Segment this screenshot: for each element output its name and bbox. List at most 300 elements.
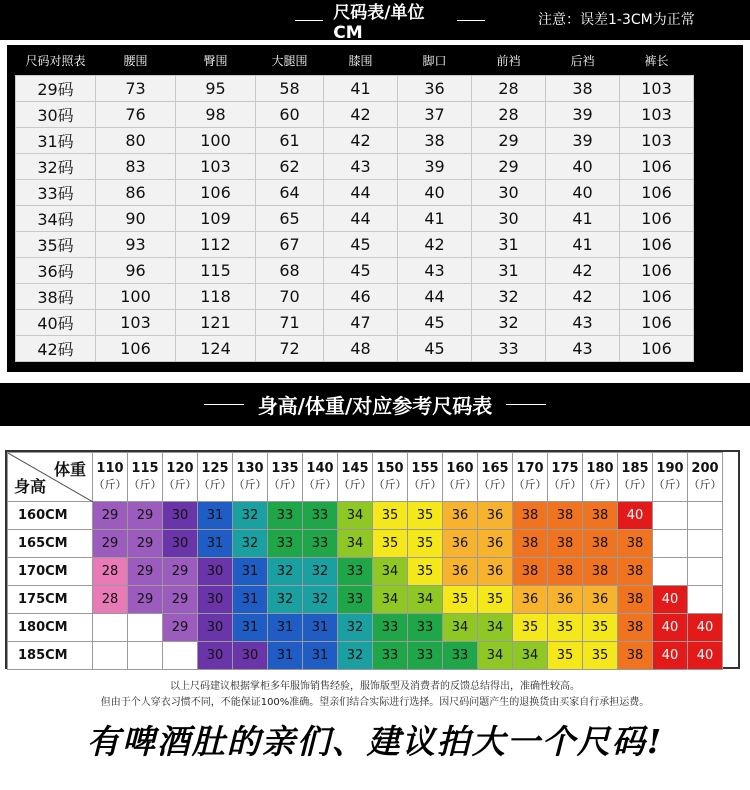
size-measure: 30 [472, 180, 546, 206]
size-measure: 41 [546, 232, 620, 258]
weight-unit: （斤） [583, 478, 617, 491]
size-row [16, 206, 694, 232]
size-measure: 42 [324, 128, 398, 154]
size-cell [653, 530, 688, 558]
size-measure: 60 [256, 102, 324, 128]
size-measure: 29 [472, 154, 546, 180]
height-weight-banner [0, 383, 750, 426]
size-measure: 95 [176, 76, 256, 102]
size-measure: 46 [324, 284, 398, 310]
size-cell [653, 558, 688, 586]
size-cell: 32 [303, 558, 338, 586]
size-measure: 37 [398, 102, 472, 128]
size-measure: 44 [324, 180, 398, 206]
height-weight-table [7, 452, 723, 670]
size-cell: 29 [93, 530, 128, 558]
size-cell: 31 [198, 530, 233, 558]
size-cell: 29 [163, 614, 198, 642]
weight-value: 145 [341, 461, 369, 476]
size-cell [128, 642, 163, 670]
size-cell: 38 [583, 558, 618, 586]
weight-col-header [548, 453, 583, 502]
weight-unit: （斤） [93, 478, 127, 491]
size-cell [688, 586, 723, 614]
size-cell: 38 [513, 530, 548, 558]
size-col-header: 后裆 [546, 45, 620, 76]
size-cell [688, 502, 723, 530]
size-cell: 36 [443, 558, 478, 586]
weight-value: 125 [201, 461, 229, 476]
size-measure: 76 [96, 102, 176, 128]
size-measure: 30 [472, 206, 546, 232]
size-cell: 30 [198, 558, 233, 586]
size-label: 36码 [16, 258, 96, 284]
size-cell: 29 [128, 586, 163, 614]
size-cell: 38 [548, 502, 583, 530]
size-cell: 36 [478, 502, 513, 530]
weight-unit: （斤） [163, 478, 197, 491]
size-cell: 35 [548, 642, 583, 670]
size-table [15, 45, 694, 362]
size-cell: 28 [93, 558, 128, 586]
size-measure: 103 [620, 76, 694, 102]
size-cell: 34 [338, 502, 373, 530]
size-measure: 103 [620, 102, 694, 128]
size-measure: 62 [256, 154, 324, 180]
size-measure: 124 [176, 336, 256, 362]
weight-unit: （斤） [303, 478, 337, 491]
size-cell: 40 [653, 614, 688, 642]
size-label: 29码 [16, 76, 96, 102]
size-measure: 33 [472, 336, 546, 362]
size-row [16, 336, 694, 362]
size-col-header: 尺码对照表 [16, 45, 96, 76]
size-row [16, 232, 694, 258]
size-measure: 42 [398, 232, 472, 258]
size-row [16, 284, 694, 310]
weight-value: 190 [656, 461, 684, 476]
size-measure: 45 [324, 258, 398, 284]
size-cell: 34 [338, 530, 373, 558]
weight-value: 130 [236, 461, 264, 476]
size-measure: 68 [256, 258, 324, 284]
weight-col-header [303, 453, 338, 502]
weight-unit: （斤） [653, 478, 687, 491]
size-measure: 41 [546, 206, 620, 232]
size-cell: 35 [548, 614, 583, 642]
size-cell: 34 [373, 586, 408, 614]
size-measure: 93 [96, 232, 176, 258]
size-measure: 109 [176, 206, 256, 232]
weight-value: 140 [306, 461, 334, 476]
size-label: 34码 [16, 206, 96, 232]
size-cell: 34 [443, 614, 478, 642]
size-cell: 40 [653, 642, 688, 670]
size-measure: 45 [398, 310, 472, 336]
weight-unit: （斤） [548, 478, 582, 491]
height-label: 175CM [8, 586, 93, 614]
size-cell: 34 [478, 614, 513, 642]
size-cell: 31 [233, 614, 268, 642]
table-corner [8, 453, 93, 502]
size-cell: 32 [268, 586, 303, 614]
size-cell: 35 [478, 586, 513, 614]
title-dash-right [457, 20, 485, 21]
weight-unit: （斤） [373, 478, 407, 491]
weight-col-header [513, 453, 548, 502]
size-cell: 30 [198, 642, 233, 670]
size-cell: 29 [128, 530, 163, 558]
size-measure: 83 [96, 154, 176, 180]
size-cell: 38 [618, 586, 653, 614]
size-measure: 39 [546, 128, 620, 154]
weight-axis-label: 体重 [53, 460, 86, 479]
size-cell: 34 [373, 558, 408, 586]
weight-col-header [93, 453, 128, 502]
height-label: 180CM [8, 614, 93, 642]
size-cell: 30 [233, 642, 268, 670]
size-measure: 28 [472, 76, 546, 102]
weight-col-header [653, 453, 688, 502]
height-row [8, 586, 723, 614]
weight-unit: （斤） [688, 478, 722, 491]
size-chart-title [295, 0, 485, 43]
size-measure: 106 [96, 336, 176, 362]
weight-col-header [408, 453, 443, 502]
size-measure: 115 [176, 258, 256, 284]
size-cell: 29 [128, 558, 163, 586]
size-measure: 70 [256, 284, 324, 310]
weight-unit: （斤） [408, 478, 442, 491]
size-label: 33码 [16, 180, 96, 206]
size-row [16, 310, 694, 336]
size-col-header: 大腿围 [256, 45, 324, 76]
size-label: 30码 [16, 102, 96, 128]
size-cell: 33 [408, 642, 443, 670]
size-measure: 100 [96, 284, 176, 310]
size-cell: 28 [93, 586, 128, 614]
size-cell: 36 [478, 558, 513, 586]
size-measure: 103 [620, 128, 694, 154]
size-cell: 33 [303, 530, 338, 558]
size-measure: 90 [96, 206, 176, 232]
size-cell [653, 502, 688, 530]
size-cell: 29 [163, 586, 198, 614]
size-measure: 44 [324, 206, 398, 232]
size-label: 40码 [16, 310, 96, 336]
size-measure: 41 [398, 206, 472, 232]
size-measure: 118 [176, 284, 256, 310]
size-cell: 31 [233, 558, 268, 586]
size-col-header: 臀围 [176, 45, 256, 76]
size-cell: 33 [338, 558, 373, 586]
size-cell: 32 [338, 614, 373, 642]
size-cell: 38 [513, 502, 548, 530]
size-cell: 35 [583, 642, 618, 670]
size-cell [688, 530, 723, 558]
size-measure: 32 [472, 284, 546, 310]
size-measure: 43 [398, 258, 472, 284]
weight-unit: （斤） [478, 478, 512, 491]
size-label: 35码 [16, 232, 96, 258]
size-measure: 106 [620, 206, 694, 232]
weight-value: 160 [446, 461, 474, 476]
size-measure: 64 [256, 180, 324, 206]
size-cell: 33 [373, 642, 408, 670]
size-cell: 30 [198, 586, 233, 614]
size-measure: 96 [96, 258, 176, 284]
size-cell: 30 [163, 502, 198, 530]
size-cell: 38 [583, 502, 618, 530]
size-cell: 33 [268, 530, 303, 558]
size-cell: 30 [198, 614, 233, 642]
weight-value: 135 [271, 461, 299, 476]
size-measure: 45 [398, 336, 472, 362]
weight-col-header [128, 453, 163, 502]
weight-value: 115 [131, 461, 159, 476]
size-measure: 39 [546, 102, 620, 128]
size-row [16, 128, 694, 154]
weight-value: 150 [376, 461, 404, 476]
banner-dash-right [506, 404, 546, 405]
size-cell: 38 [618, 558, 653, 586]
weight-unit: （斤） [128, 478, 162, 491]
size-measure: 32 [472, 310, 546, 336]
size-cell: 31 [198, 502, 233, 530]
size-cell: 36 [548, 586, 583, 614]
size-row [16, 154, 694, 180]
size-measure: 40 [546, 180, 620, 206]
size-col-header: 腰围 [96, 45, 176, 76]
height-row [8, 530, 723, 558]
disclaimer-line-1: 以上尺码建议根据掌柜多年服饰销售经验，服饰版型及消费者的反馈总结得出，准确性较高。 [170, 681, 580, 692]
size-row [16, 76, 694, 102]
beer-belly-advice: 有啤酒肚的亲们、建议拍大一个尺码! [86, 722, 664, 761]
size-cell: 32 [303, 586, 338, 614]
size-measure: 38 [546, 76, 620, 102]
size-cell: 31 [303, 614, 338, 642]
size-measure: 58 [256, 76, 324, 102]
size-measure: 71 [256, 310, 324, 336]
size-measure: 67 [256, 232, 324, 258]
size-measure: 103 [96, 310, 176, 336]
weight-value: 180 [586, 461, 614, 476]
size-measure: 44 [398, 284, 472, 310]
banner-dash-left [204, 404, 244, 405]
size-measure: 112 [176, 232, 256, 258]
weight-col-header [478, 453, 513, 502]
weight-value: 200 [691, 461, 719, 476]
size-measure: 43 [324, 154, 398, 180]
weight-value: 120 [166, 461, 194, 476]
height-row [8, 642, 723, 670]
size-cell: 32 [338, 642, 373, 670]
size-label: 38码 [16, 284, 96, 310]
size-measure: 106 [620, 336, 694, 362]
size-measure: 42 [546, 258, 620, 284]
size-cell: 31 [303, 642, 338, 670]
size-measure: 40 [398, 180, 472, 206]
weight-col-header [233, 453, 268, 502]
size-measure: 47 [324, 310, 398, 336]
size-measure: 73 [96, 76, 176, 102]
size-cell: 31 [268, 614, 303, 642]
size-cell: 32 [268, 558, 303, 586]
size-cell [93, 642, 128, 670]
weight-value: 110 [96, 461, 124, 476]
size-cell: 35 [373, 530, 408, 558]
weight-unit: （斤） [513, 478, 547, 491]
size-label: 31码 [16, 128, 96, 154]
weight-value: 170 [516, 461, 544, 476]
size-measure: 40 [546, 154, 620, 180]
size-cell: 35 [513, 614, 548, 642]
size-measure: 100 [176, 128, 256, 154]
size-cell: 32 [233, 502, 268, 530]
size-cell: 29 [128, 502, 163, 530]
size-measure: 48 [324, 336, 398, 362]
height-label: 170CM [8, 558, 93, 586]
size-col-header: 裤长 [620, 45, 694, 76]
height-axis-label: 身高 [14, 477, 47, 496]
size-cell: 38 [618, 614, 653, 642]
size-measure: 106 [620, 154, 694, 180]
size-cell: 40 [653, 586, 688, 614]
size-measure: 38 [398, 128, 472, 154]
size-chart-title-text: 尺码表/单位CM [333, 2, 425, 43]
weight-value: 165 [481, 461, 509, 476]
size-measure: 42 [546, 284, 620, 310]
weight-value: 175 [551, 461, 579, 476]
size-table-container [7, 45, 743, 372]
height-label: 160CM [8, 502, 93, 530]
weight-unit: （斤） [268, 478, 302, 491]
weight-unit: （斤） [338, 478, 372, 491]
size-cell: 38 [583, 530, 618, 558]
weight-value: 155 [411, 461, 439, 476]
size-col-header: 前裆 [472, 45, 546, 76]
size-label: 32码 [16, 154, 96, 180]
size-measure: 80 [96, 128, 176, 154]
size-cell: 33 [443, 642, 478, 670]
size-col-header: 脚口 [398, 45, 472, 76]
size-measure: 43 [546, 336, 620, 362]
size-measure: 106 [176, 180, 256, 206]
size-cell [93, 614, 128, 642]
tolerance-note: 注意：误差1-3CM为正常 [538, 12, 695, 28]
size-col-header: 膝围 [324, 45, 398, 76]
weight-unit: （斤） [618, 478, 652, 491]
size-measure: 106 [620, 180, 694, 206]
size-cell: 35 [408, 530, 443, 558]
size-cell: 38 [548, 530, 583, 558]
height-label: 165CM [8, 530, 93, 558]
size-cell: 34 [408, 586, 443, 614]
size-cell: 33 [338, 586, 373, 614]
size-cell: 34 [478, 642, 513, 670]
size-cell: 33 [408, 614, 443, 642]
weight-col-header [198, 453, 233, 502]
weight-col-header [583, 453, 618, 502]
weight-col-header [338, 453, 373, 502]
size-cell: 38 [618, 642, 653, 670]
size-cell: 31 [233, 586, 268, 614]
size-measure: 31 [472, 258, 546, 284]
size-cell: 34 [513, 642, 548, 670]
height-label: 185CM [8, 642, 93, 670]
weight-col-header [163, 453, 198, 502]
size-cell: 38 [548, 558, 583, 586]
weight-col-header [618, 453, 653, 502]
size-measure: 42 [324, 102, 398, 128]
weight-unit: （斤） [233, 478, 267, 491]
size-cell: 36 [478, 530, 513, 558]
size-cell: 35 [583, 614, 618, 642]
title-dash-left [295, 20, 323, 21]
weight-col-header [373, 453, 408, 502]
size-cell: 36 [513, 586, 548, 614]
size-measure: 106 [620, 232, 694, 258]
weight-unit: （斤） [198, 478, 232, 491]
size-cell: 32 [233, 530, 268, 558]
size-cell: 31 [268, 642, 303, 670]
size-measure: 98 [176, 102, 256, 128]
size-measure: 45 [324, 232, 398, 258]
height-row [8, 502, 723, 530]
size-measure: 31 [472, 232, 546, 258]
size-cell: 33 [303, 502, 338, 530]
size-cell: 35 [373, 502, 408, 530]
size-row [16, 180, 694, 206]
size-measure: 28 [472, 102, 546, 128]
height-weight-title: 身高/体重/对应参考尺码表 [257, 394, 493, 418]
size-cell: 35 [408, 502, 443, 530]
size-cell: 36 [443, 502, 478, 530]
size-measure: 43 [546, 310, 620, 336]
size-measure: 29 [472, 128, 546, 154]
size-measure: 106 [620, 310, 694, 336]
size-cell: 40 [618, 502, 653, 530]
weight-col-header [443, 453, 478, 502]
size-cell: 40 [688, 614, 723, 642]
size-measure: 41 [324, 76, 398, 102]
size-cell: 36 [583, 586, 618, 614]
size-cell: 35 [408, 558, 443, 586]
size-measure: 106 [620, 284, 694, 310]
weight-col-header [688, 453, 723, 502]
size-measure: 65 [256, 206, 324, 232]
size-cell: 35 [443, 586, 478, 614]
size-label: 42码 [16, 336, 96, 362]
size-cell: 36 [443, 530, 478, 558]
height-weight-chart [5, 450, 740, 669]
size-cell: 29 [93, 502, 128, 530]
weight-col-header [268, 453, 303, 502]
top-banner [0, 0, 750, 43]
height-row [8, 558, 723, 586]
size-cell: 29 [163, 558, 198, 586]
size-row [16, 258, 694, 284]
size-cell [688, 558, 723, 586]
size-measure: 39 [398, 154, 472, 180]
size-measure: 121 [176, 310, 256, 336]
size-cell [128, 614, 163, 642]
weight-unit: （斤） [443, 478, 477, 491]
height-row [8, 614, 723, 642]
size-measure: 72 [256, 336, 324, 362]
size-cell: 38 [513, 558, 548, 586]
size-measure: 106 [620, 258, 694, 284]
